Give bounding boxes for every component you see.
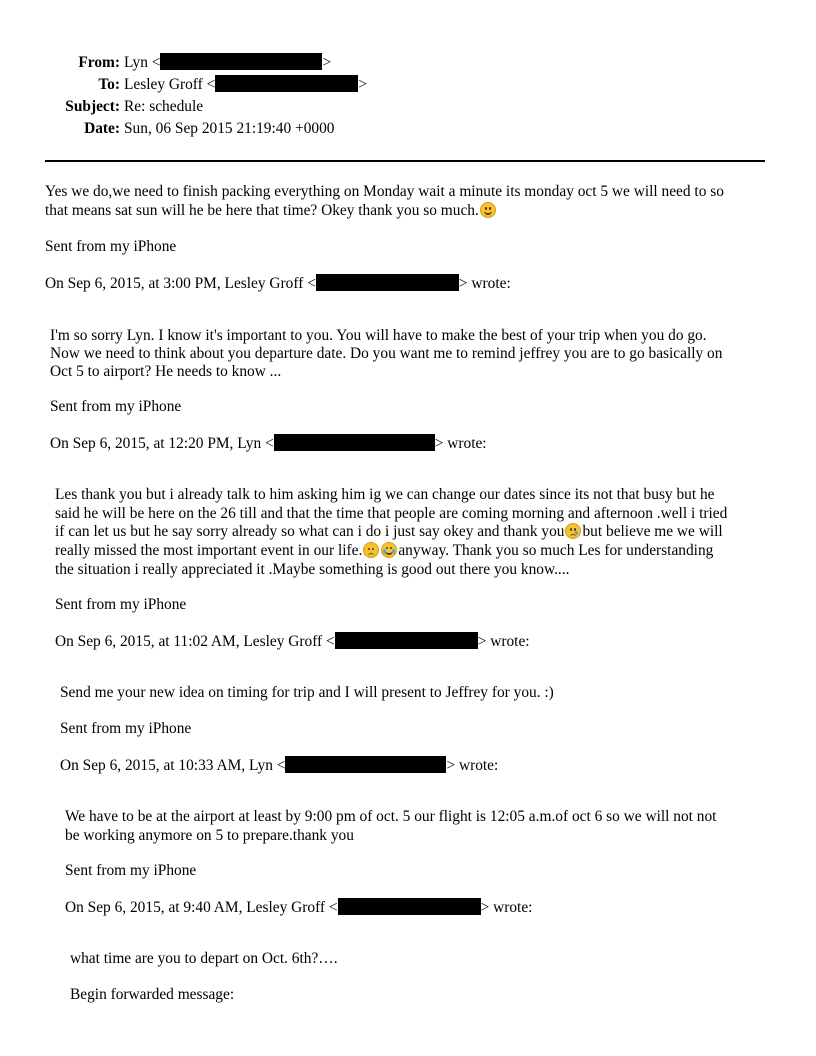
message-2-line-1: I'm so sorry Lyn. I know it's important to you. You will have to make the best of your trip when you do go. xyxy=(50,327,707,344)
redacted-email xyxy=(160,53,322,70)
to-close: > xyxy=(358,76,367,93)
to-name: Lesley Groff < xyxy=(124,76,216,93)
message-3-line-1: Les thank you but i already talk to him asking him ig we can change our dates since its not that busy but he xyxy=(55,486,715,503)
message-1-line-1: Yes we do,we need to finish packing everything on Monday wait a minute its monday oct 5 we will need to so xyxy=(45,183,724,200)
tears-of-joy-emoji-icon xyxy=(381,542,397,558)
from-close: > xyxy=(322,54,332,71)
from-name: Lyn < xyxy=(124,54,161,71)
message-4-line-1: Send me your new idea on timing for trip and I will present to Jeffrey for you. :) xyxy=(60,684,554,701)
redacted-email xyxy=(338,898,481,915)
date-row xyxy=(0,118,816,140)
redacted-email xyxy=(215,75,358,92)
disappointed-face-emoji-icon xyxy=(363,542,379,558)
message-3-sent: Sent from my iPhone xyxy=(55,596,187,613)
message-3-line-3-end: but believe me we will xyxy=(582,523,723,540)
message-1-line-2-text: that means sat sun will he be here that time? Okey thank you so much. xyxy=(45,202,479,219)
message-3-line-4-text: really missed the most important event in our life. xyxy=(55,542,363,559)
message-3-line-3 xyxy=(55,523,723,541)
quote-suffix: > wrote: xyxy=(458,275,511,292)
message-3-line-3-text: if can let us but he say sorry already so what can i do i just say okey and thank you xyxy=(55,523,565,540)
from-value xyxy=(124,52,331,74)
to-label: To: xyxy=(98,76,120,93)
date-label: Date: xyxy=(84,120,120,137)
message-1-quote xyxy=(45,274,511,293)
crying-face-emoji-icon xyxy=(565,523,581,539)
quote-prefix: On Sep 6, 2015, at 10:33 AM, Lyn < xyxy=(60,757,286,774)
quote-prefix: On Sep 6, 2015, at 9:40 AM, Lesley Groff < xyxy=(65,899,338,916)
message-2-line-2: Now we need to think about you departure date. Do you want me to remind jeffrey you are to go basically on xyxy=(50,345,723,362)
message-4-sent: Sent from my iPhone xyxy=(60,720,192,737)
message-2-line-3: Oct 5 to airport? He needs to know ... xyxy=(50,363,282,380)
redacted-email xyxy=(274,434,435,451)
redacted-email xyxy=(316,274,459,291)
message-4-quote xyxy=(60,756,498,775)
quote-prefix: On Sep 6, 2015, at 11:02 AM, Lesley Groff < xyxy=(55,633,335,650)
grinning-face-emoji-icon xyxy=(480,202,496,218)
quote-suffix: > wrote: xyxy=(446,757,499,774)
message-5-line-2: be working anymore on 5 to prepare.thank you xyxy=(65,827,354,844)
message-3-line-2: said he will be here on the 26 till and that the time that people are coming morning and afternoon .well i tried xyxy=(55,505,728,522)
date-value: Sun, 06 Sep 2015 21:19:40 +0000 xyxy=(124,120,335,137)
message-2-sent: Sent from my iPhone xyxy=(50,398,182,415)
header-divider xyxy=(45,160,765,162)
from-label: From: xyxy=(78,54,120,71)
message-5-line-1: We have to be at the airport at least by 9:00 pm of oct. 5 our flight is 12:05 a.m.of oct 6 so we will not not xyxy=(65,808,717,825)
subject-value: Re: schedule xyxy=(124,98,204,115)
subject-label: Subject: xyxy=(65,98,120,115)
message-1-line-2 xyxy=(45,202,497,220)
quote-suffix: > wrote: xyxy=(434,435,487,452)
from-row xyxy=(0,52,816,74)
message-5-quote xyxy=(65,898,532,917)
email-header xyxy=(0,52,816,140)
to-value xyxy=(124,74,367,96)
subject-row xyxy=(0,96,816,118)
to-row xyxy=(0,74,816,96)
message-3-line-4-end: anyway. Thank you so much Les for understanding xyxy=(398,542,714,559)
forwarded-message-label: Begin forwarded message: xyxy=(70,986,235,1003)
quote-suffix: > wrote: xyxy=(480,899,533,916)
message-1-sent: Sent from my iPhone xyxy=(45,238,177,255)
quote-prefix: On Sep 6, 2015, at 3:00 PM, Lesley Groff < xyxy=(45,275,316,292)
redacted-email xyxy=(285,756,446,773)
message-6-line-1: what time are you to depart on Oct. 6th?…. xyxy=(70,950,338,967)
message-3-line-5: the situation i really appreciated it .Maybe something is good out there you know.... xyxy=(55,561,570,578)
quote-prefix: On Sep 6, 2015, at 12:20 PM, Lyn < xyxy=(50,435,274,452)
message-3-line-4 xyxy=(55,542,713,560)
redacted-email xyxy=(335,632,478,649)
message-2-quote xyxy=(50,434,487,453)
message-5-sent: Sent from my iPhone xyxy=(65,862,197,879)
quote-suffix: > wrote: xyxy=(477,633,530,650)
message-3-quote xyxy=(55,632,530,651)
